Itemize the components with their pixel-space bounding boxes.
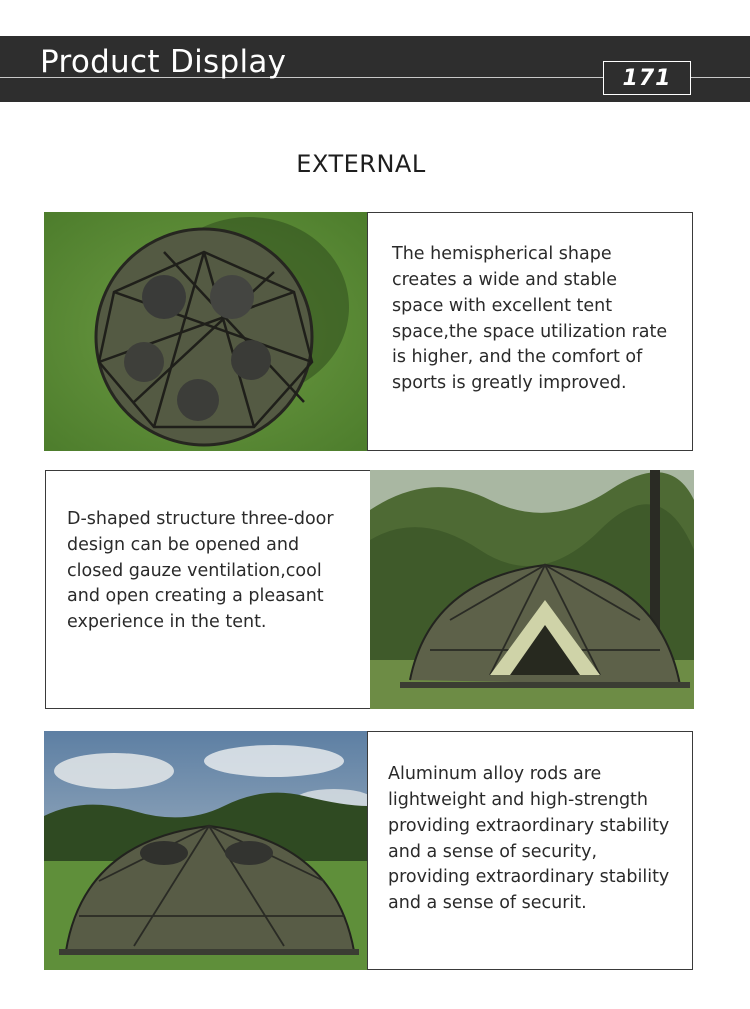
brand-logo-text: 171 bbox=[622, 65, 672, 91]
feature-card-2 bbox=[45, 470, 371, 709]
feature-card-1 bbox=[367, 212, 693, 451]
tent-meadow-photo bbox=[44, 731, 368, 970]
page-title: Product Display bbox=[40, 44, 287, 80]
feature-card-3 bbox=[367, 731, 693, 970]
section-heading: EXTERNAL bbox=[296, 150, 426, 178]
brand-logo bbox=[603, 61, 691, 95]
tent-top-view-photo bbox=[44, 212, 368, 451]
feature-description-3: Aluminum alloy rods are lightweight and high-strength providing extraordinary stability and a sense of security, providing extraordinary stability and a sense of securit. bbox=[388, 764, 670, 914]
feature-description-1: The hemispherical shape creates a wide and stable space with excellent tent space,the space utilization rate is higher, and the comfort of sports is greatly improved. bbox=[392, 244, 668, 394]
feature-description-2: D-shaped structure three-door design can be opened and closed gauze ventilation,cool and open creating a pleasant experience in the tent. bbox=[67, 509, 334, 633]
tent-forest-photo bbox=[370, 470, 694, 709]
